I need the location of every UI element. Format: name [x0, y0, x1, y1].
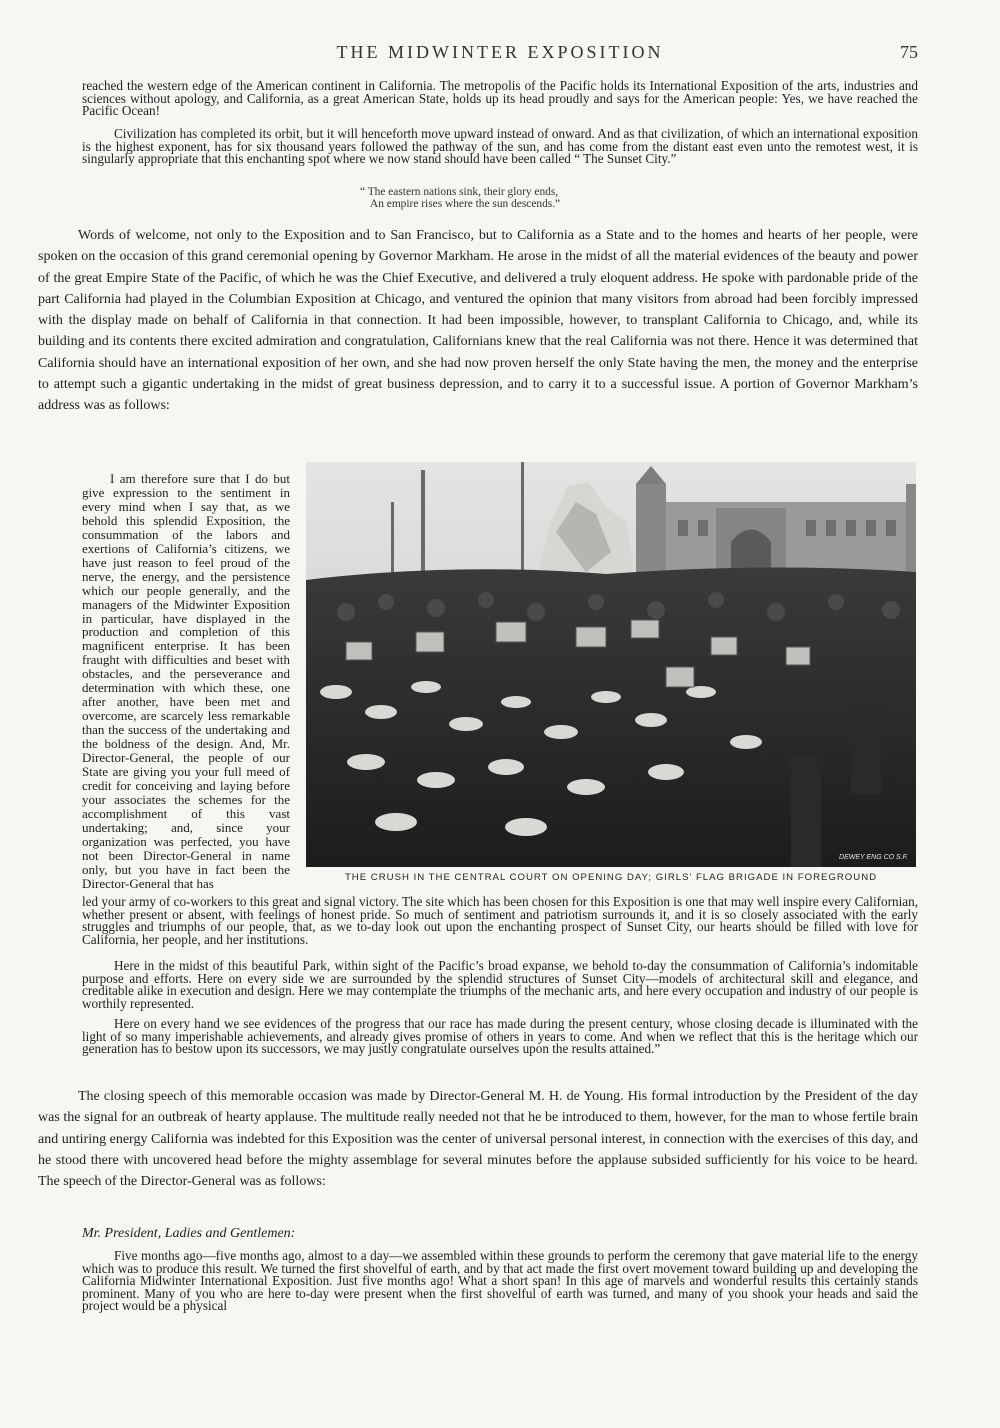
- opening-day-photograph: [306, 462, 916, 867]
- address-progress-paragraph: Here on every hand we see evidences of the progress that our race has made during the present century, whose closing decade is illuminated with the light of so many imperishable achievements, and already gives promise of others in years to come. And when we reflect that this is the heritage which our generation has to bestow upon its successors, we may justly congratulate ourselves upon the results attained.”: [82, 1016, 918, 1057]
- verse-line-2: An empire rises where the sun descends.”: [370, 198, 561, 210]
- verse-quote: [360, 186, 660, 210]
- closing-speech-paragraph: The closing speech of this memorable occasion was made by Director-General M. H. de Young. His formal introduction by the President of the day was the signal for an outbreak of hearty applause. The multitude really needed not that he be introduced to them, however, for the man to whose fertile brain and untiring energy California was indebted for this Exposition was the center of universal personal interest, in connection with the exercises of this day, and he stood there with uncovered head before the mighty assemblage for several minutes before the applause subsided sufficiently for his voice to be heard. The speech of the Director-General was as follows:: [38, 1089, 918, 1190]
- intro-paragraph: reached the western edge of the American continent in California. The metropolis of the Pacific holds its International Exposition of the arts, industries and sciences without apology, and California, as a great American State, holds up its head proudly and says for the American people: Yes, we have reached the Pacific Ocean!: [82, 78, 918, 119]
- welcome-paragraph: Words of welcome, not only to the Exposition and to San Francisco, but to California as a State and to the homes and hearts of her people, were spoken on the occasion of this grand ceremonial opening by Governor Markham. He arose in the midst of all the material evidences of the beauty and power of the great Empire State of the Pacific, of which he was the Chief Executive, and delivered a truly eloquent address. He spoke with pardonable pride of the part California had played in the Columbian Exposition at Chicago, and ventured the opinion that many visitors from abroad had been forcibly impressed with the display made on behalf of California in that connection. It had been impossible, however, to transplant California to Chicago, and, while its building and its contents there excited admiration and congratulation, Californians knew that the real California was not there. Hence it was determined that California should have an international exposition of her own, and she had now proven herself the only State having the men, the money and the enterprise to attempt such a gigantic undertaking in the midst of great business depression, and to carry it to a successful issue. A portion of Governor Markham’s address was as follows:: [38, 228, 918, 414]
- civilization-paragraph: Civilization has completed its orbit, but it will henceforth move upward instead of onward. And as that civilization, of which an international exposition is the highest exponent, has for six thousand years followed the pathway of the sun, and has come from the distant east even unto the remotest west, it is singularly appropriate that this enchanting spot where we now stand should have been called “ The Sunset City.”: [82, 126, 918, 167]
- page-number: 75: [900, 42, 918, 62]
- address-continuation: led your army of co-workers to this great and signal victory. The site which has been chosen for this Exposition is one that may well inspire every Californian, whether present or absent, with feelings of honest pride. So much of sentiment and patriotism surrounds it, and it is so closely associated with the early struggles and triumphs of our people, that, as we to-day look out upon the enchanting prospect of Sunset City, our hearts should be filled with love for California, her people, and her institutions.: [82, 894, 918, 947]
- running-head: THE MIDWINTER EXPOSITION: [336, 42, 664, 62]
- address-park-paragraph: Here in the midst of this beautiful Park, within sight of the Pacific’s broad expanse, we behold to-day the consummation of California’s indomitable purpose and efforts. Here on every side we are surrounded by the splendid structures of Sunset City—models of architectural skill and elegance, and creditable alike in execution and design. Here we may contemplate the triumphs of the mechanic arts, and here every occupation and industry of our people is worthily represented.: [82, 958, 918, 1011]
- engraver-mark: DEWEY ENG CO S.F.: [839, 854, 908, 861]
- verse-line-1: “ The eastern nations sink, their glory ends,: [360, 186, 559, 198]
- markham-address-column: I am therefore sure that I do but give expression to the sentiment in every mind when I say that, as we behold this splendid Exposition, the consummation of the labors and exertions of California’s citizens, we have just reason to feel proud of the nerve, the energy, and the persistence which our people generally, and the managers of the Midwinter Exposition in particular, have displayed in the production and completion of this magnificent enterprise. It has been fraught with difficulties and beset with obstacles, and the perseverance and determination with which these, one after another, have been met and overcome, are scarcely less remarkable than the success of the undertaking and the boldness of the design. And, Mr. Director-General, the people of our State are giving you your full meed of credit for conceiving and laying before your associates the schemes for the accomplishment of this vast undertaking; and, since your organization was perfected, you have not been Director-General in name only, but you have in fact been the Director-General that has: [82, 471, 290, 891]
- speech-paragraph: Five months ago—five months ago, almost to a day—we assembled within these grounds to perform the ceremony that gave material life to the energy which was to produce this result. We turned the first shovelful of earth, and by that act made the first overt movement toward building up and developing the California Midwinter International Exposition. Just five months ago! What a short span! In this age of marvels and wonderful results this certainly stands prominent. Many of you who are here to-day were present when the first shovelful of earth was turned, and many of you shook your heads and said the project would be a physical: [82, 1248, 918, 1314]
- photo-caption: THE CRUSH IN THE CENTRAL COURT ON OPENING DAY; GIRLS’ FLAG BRIGADE IN FOREGROUND: [344, 872, 878, 883]
- speech-salutation: Mr. President, Ladies and Gentlemen:: [82, 1226, 296, 1241]
